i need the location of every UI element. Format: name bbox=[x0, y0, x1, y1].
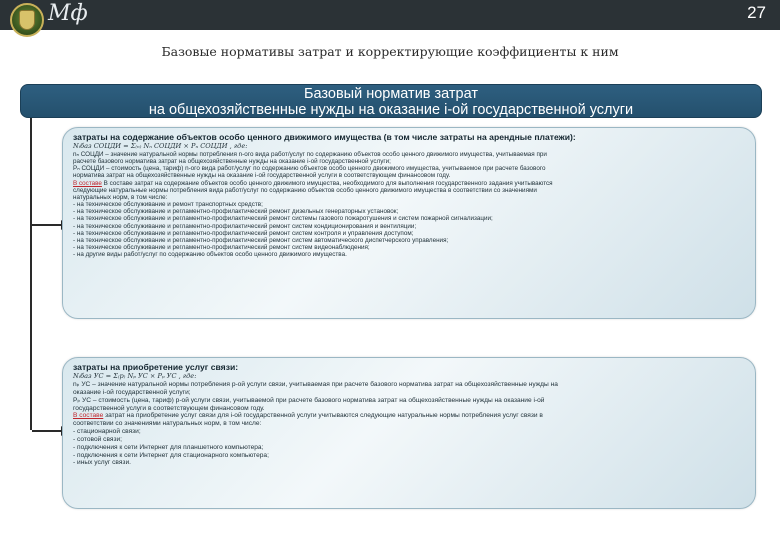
banner-line-2: на общехозяйственные нужды на оказание i-ой государственной услуги bbox=[148, 102, 634, 118]
formula: Nᵢбаз УС = Σ₍p₎ Nₚ УС × Pₚ УС , где: bbox=[73, 372, 197, 380]
red-highlight: В составе bbox=[73, 179, 102, 187]
text-line: nₙ СОЦДИ – значение натуральной нормы потребления n-ого вида работ/услуг по содержанию объектов особо ценного движимого имущества, учитываемая при bbox=[73, 151, 547, 158]
formula: Nᵢбаз СОЦДИ = Σ₍ₙ₎ Nₙ СОЦДИ × Pₙ СОЦДИ , где: bbox=[73, 142, 248, 150]
list-item: - сотовой связи; bbox=[73, 435, 122, 443]
text-line: норматива затрат на общехозяйственные нужды на оказание i-ой государственной услуги в соответствующем финансовом году. bbox=[73, 172, 451, 180]
list-item: - иных услуг связи. bbox=[73, 459, 131, 467]
emblem-icon bbox=[10, 3, 44, 37]
text-line: соответствии со значениями натуральных норм, в том числе: bbox=[73, 420, 262, 428]
text-line: государственной услуги в соответствующем финансовом году. bbox=[73, 404, 265, 412]
arrow-right-icon bbox=[32, 224, 66, 226]
text-line: Pₚ УС – стоимость (цена, тариф) p-ой услуги связи, учитываемой при расчете базового норматива затрат на общехозяйственные нужды на оказание i-ой bbox=[73, 396, 545, 404]
brand-title: Мф bbox=[48, 1, 88, 26]
list-item: - на техническое обслуживание и регламентно-профилактический ремонт систем кондиционирования и вентиляции; bbox=[73, 222, 417, 230]
banner-header bbox=[20, 84, 762, 118]
text-line: натуральных норм, в том числе: bbox=[73, 193, 168, 201]
panel-movable-property bbox=[62, 127, 756, 319]
arrow-right-icon bbox=[32, 430, 66, 432]
top-bar bbox=[0, 0, 780, 30]
list-item: - на техническое обслуживание и регламентно-профилактический ремонт систем автоматического диспетчерского управления; bbox=[73, 236, 449, 244]
list-item: - на техническое обслуживание и ремонт транспортных средств; bbox=[73, 201, 263, 209]
page-number: 27 bbox=[747, 3, 766, 22]
list-item: - на техническое обслуживание и регламентно-профилактический ремонт дизельных генераторных установок; bbox=[73, 208, 399, 216]
list-item: - на другие виды работ/услуг по содержанию объектов особо ценного движимого имущества. bbox=[73, 251, 347, 259]
text-line: расчете базового норматива затрат на общехозяйственные нужды на оказание i-ой государственной услуги; bbox=[73, 158, 391, 166]
connector-bracket bbox=[30, 118, 32, 430]
list-item: - на техническое обслуживание и регламентно-профилактический ремонт систем контроля и управления доступом; bbox=[73, 229, 414, 237]
list-item: - на техническое обслуживание и регламентно-профилактический ремонт системы газового пожаротушения и систем пожарной сигнализации; bbox=[73, 215, 493, 223]
list-item: - на техническое обслуживание и регламентно-профилактический ремонт систем видеонаблюдения; bbox=[73, 244, 370, 252]
text-line: следующие натуральные нормы потребления вида работ/услуг по содержанию объектов особо ценного движимого имущества в соответствии со значениями bbox=[73, 186, 537, 194]
text-line: оказание i-ой государственной услуги; bbox=[73, 388, 191, 396]
list-item: - подключения к сети Интернет для стационарного компьютера; bbox=[73, 451, 269, 459]
text-line: В составе В составе затрат на содержание объектов особо ценного движимого имущества, необходимого для выполнения государственного задания учитываются bbox=[73, 179, 553, 187]
red-highlight: В составе bbox=[73, 412, 104, 420]
text-line: Pₙ СОЦДИ – стоимость (цена, тариф) n-ого вида работ/услуг по содержанию объектов особо ценного движимого имущества, учитываемое при расчете базового bbox=[73, 165, 546, 173]
text-line: nₚ УС – значение натуральной нормы потребления p-ой услуги связи, учитываемая при расчете базового норматива затрат на общехозяйственные нужды на bbox=[73, 381, 558, 388]
banner-line-1: Базовый норматив затрат bbox=[303, 86, 479, 102]
list-item: - подключения к сети Интернет для планшетного компьютера; bbox=[73, 443, 264, 451]
panel-title: затраты на приобретение услуг связи: bbox=[73, 362, 239, 372]
panel-title: затраты на содержание объектов особо ценного движимого имущества (в том числе затраты на арендные платежи): bbox=[73, 132, 576, 142]
panel-communication-services bbox=[62, 357, 756, 509]
slide-subtitle: Базовые нормативы затрат и корректирующие коэффициенты к ним bbox=[161, 44, 619, 59]
text-line: В составе затрат на приобретение услуг связи для i-ой государственной услуги учитываются следующие натуральные нормы потребления услуг связи в bbox=[73, 412, 543, 420]
list-item: - стационарной связи; bbox=[73, 428, 141, 436]
